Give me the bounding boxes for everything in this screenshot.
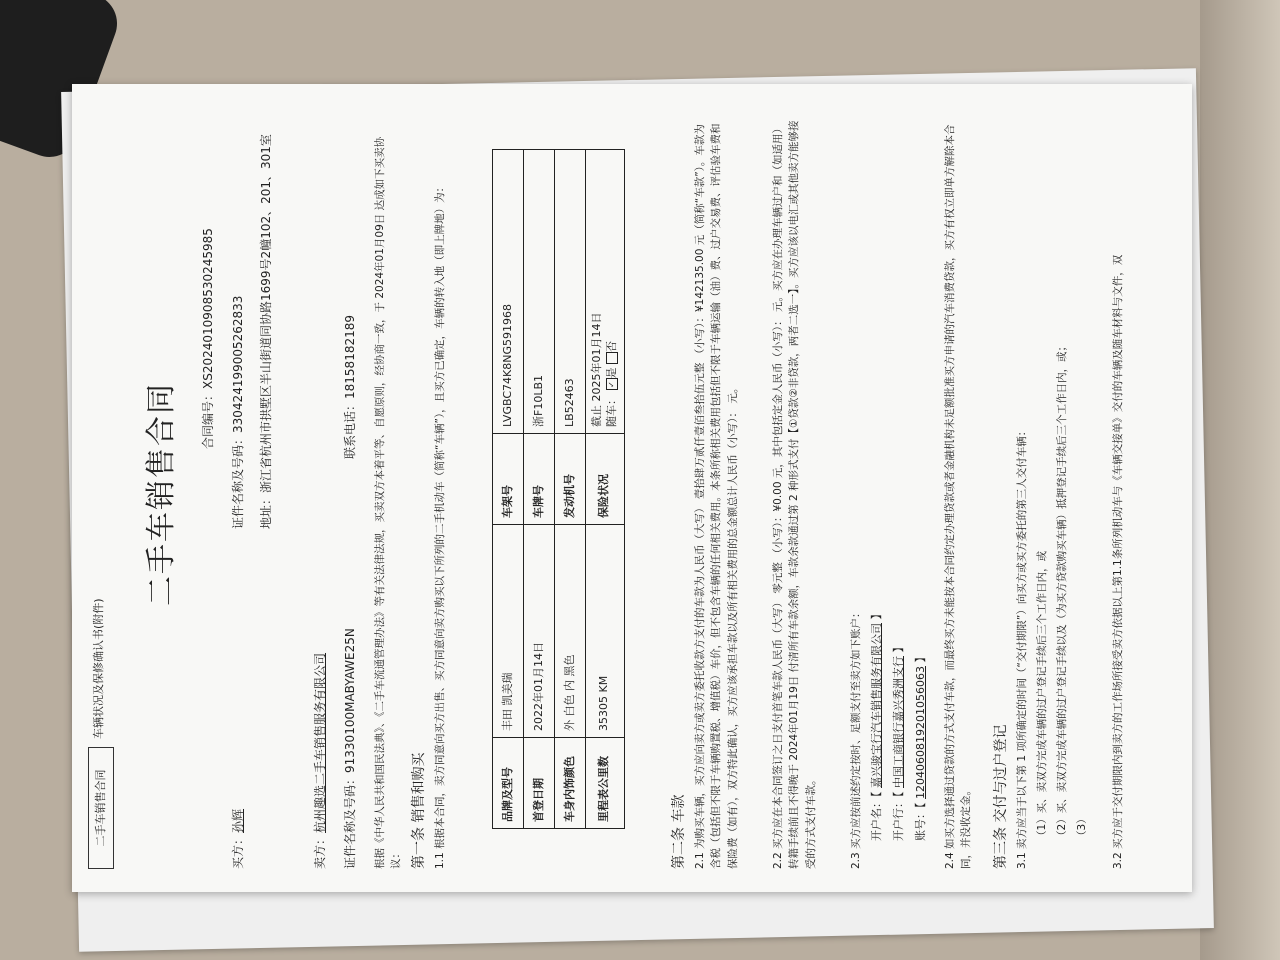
clause-3-1-b: （2）买、卖双方完成车辆的过户登记手续以及（为买方贷款购买车辆）抵押登记手续后三个工作日内，或； [1056, 340, 1068, 841]
clause-2-4: 2.4 如买方选择通过贷款的方式支付车款，而最终买方未能按本合同约定办理贷款或者金融机构未足额批准买方申请的汽车消费贷款，买方有权立即单方解除本合同，并没收定金。 [944, 124, 973, 869]
clause-2-3: 2.3 买方应按前述约定按时、足额支付至卖方如下账户： [850, 607, 862, 869]
section2-title: 第二条 车款 [671, 794, 687, 869]
table-row [586, 150, 625, 829]
buyer-address: 地址：浙江省杭州市拱墅区半山街道同协路1699号2幢102、201、301室 [259, 134, 273, 529]
buyer-name: 买方：孙辉 [231, 808, 245, 869]
table-row [493, 150, 524, 829]
header-subtitle: 车辆状况及保修确认书(附件) [92, 598, 105, 739]
account-name: 开户名：【 嘉兴骏宝行汽车销售服务有限公司 】 [870, 608, 883, 841]
header-tab: 二手车销售合同 [88, 747, 114, 869]
color-value: 外 白色 内 黑色 [555, 524, 586, 737]
clause-3-1-a: （1）买、卖双方完成车辆的过户登记手续后三个工作日内，或 [1036, 550, 1048, 841]
page-title: 二手车销售合同 [144, 382, 179, 606]
contract-number: 合同编号：XS2024010908530245985 [201, 228, 215, 449]
reg-date-value: 2022年01月14日 [524, 524, 555, 737]
mileage-value: 35305 KM [586, 524, 625, 737]
insurance-value: 截止 2025年01月14日 随车： ✓是 否 [586, 150, 625, 434]
account-number: 账号：【 1204060819201056063 】 [914, 651, 927, 841]
seller-id: 证件名称及号码：91330100MABYAWE25N [343, 628, 357, 869]
brand-label: 品牌及型号 [493, 738, 524, 829]
section1-title: 第一条 销售和购买 [411, 752, 427, 869]
plate-value: 浙F10LB1 [524, 150, 555, 434]
preamble: 根据《中华人民共和国民法典》、《二手车流通管理办法》等有关法律法规，买卖双方本着平等、自愿原则，经协商一致，于 2024年01月09日 达成如下买卖协议： [374, 136, 403, 869]
mileage-label: 里程表公里数 [586, 738, 625, 829]
vin-value: LVGBC74K8NG591968 [493, 150, 524, 434]
color-label: 车身内饰颜色 [555, 738, 586, 829]
clause-2-2: 2.2 买方应在本合同签订之日支付首笔车款人民币（大写） 零元整 （小写）：¥0.00 元，其中包括定金人民币（小写）： 元。买方应在办理车辆过户和（如适用）转籍手续前且不得晚于 2024年01月19日 付清所有车款余额，车款余款通过第 2 种形式支付【①贷款②非贷款，两者二选一】。买方应该以电汇或其他卖方能够接受的方式支付车款。 [772, 120, 817, 869]
engine-label: 发动机号 [555, 433, 586, 524]
checkbox-checked-icon: ✓ [606, 378, 618, 390]
clause-3-1: 3.1 卖方应当于以下第 1 项所确定的时间（“交付期限”）向买方或买方委托的第三人交付车辆： [1016, 425, 1028, 869]
engine-value: LB52463 [555, 150, 586, 434]
seller-phone: 联系电话：18158182189 [343, 315, 357, 459]
table-row [524, 150, 555, 829]
reg-date-label: 首登日期 [524, 738, 555, 829]
checkbox-empty-icon [606, 352, 618, 364]
bank-name: 开户行：【 中国工商银行嘉兴秀洲支行 】 [892, 641, 905, 841]
clause-2-1: 2.1 为购买车辆，买方应向卖方或卖方委托收款方支付的车款为人民币（大写） 壹拾肆万贰仟壹佰叁拾伍元整 （小写）：¥142135.00 元（简称“车款”）。车款为含税（包括但不限于车辆购置税、增值税）车价，但不包含车辆的任何相关费用。本条所称相关费用包括但不限于车辆运输（油）费、过户交易费、评估验车费和保险费（如有），双方特此确认，买方应该承担车款以及所有相关费用的总金额总计人民币（小写）： 元。 [694, 123, 739, 869]
background-surface [1200, 0, 1280, 960]
clause-1-1: 1.1 根据本合同，卖方同意向买方出售、买方同意向卖方购买以下所列的二手机动车（简称“车辆”），且买方已确定，车辆的转入地（即上牌地）为： [434, 181, 446, 869]
brand-value: 丰田 凯美瑞 [493, 524, 524, 737]
vin-label: 车架号 [493, 433, 524, 524]
clause-3-2: 3.2 买方应于交付期限内到卖方的工作场所接受卖方依据以上第1.1条所列机动车与《车辆交接单》交付的车辆及随车材料与文件，双 [1112, 254, 1124, 869]
contract-page [72, 84, 1192, 892]
contract-content [80, 99, 1180, 889]
insurance-label: 保险状况 [586, 433, 625, 524]
section3-title: 第三条 交付与过户登记 [993, 724, 1009, 869]
plate-label: 车牌号 [524, 433, 555, 524]
vehicle-table [492, 149, 625, 829]
buyer-id: 证件名称及号码：330424199005262833 [231, 295, 245, 529]
table-row [555, 150, 586, 829]
seller-name: 卖方：杭州趣选二手车销售服务有限公司 [313, 652, 327, 869]
clause-3-1-c: （3） [1076, 813, 1088, 841]
